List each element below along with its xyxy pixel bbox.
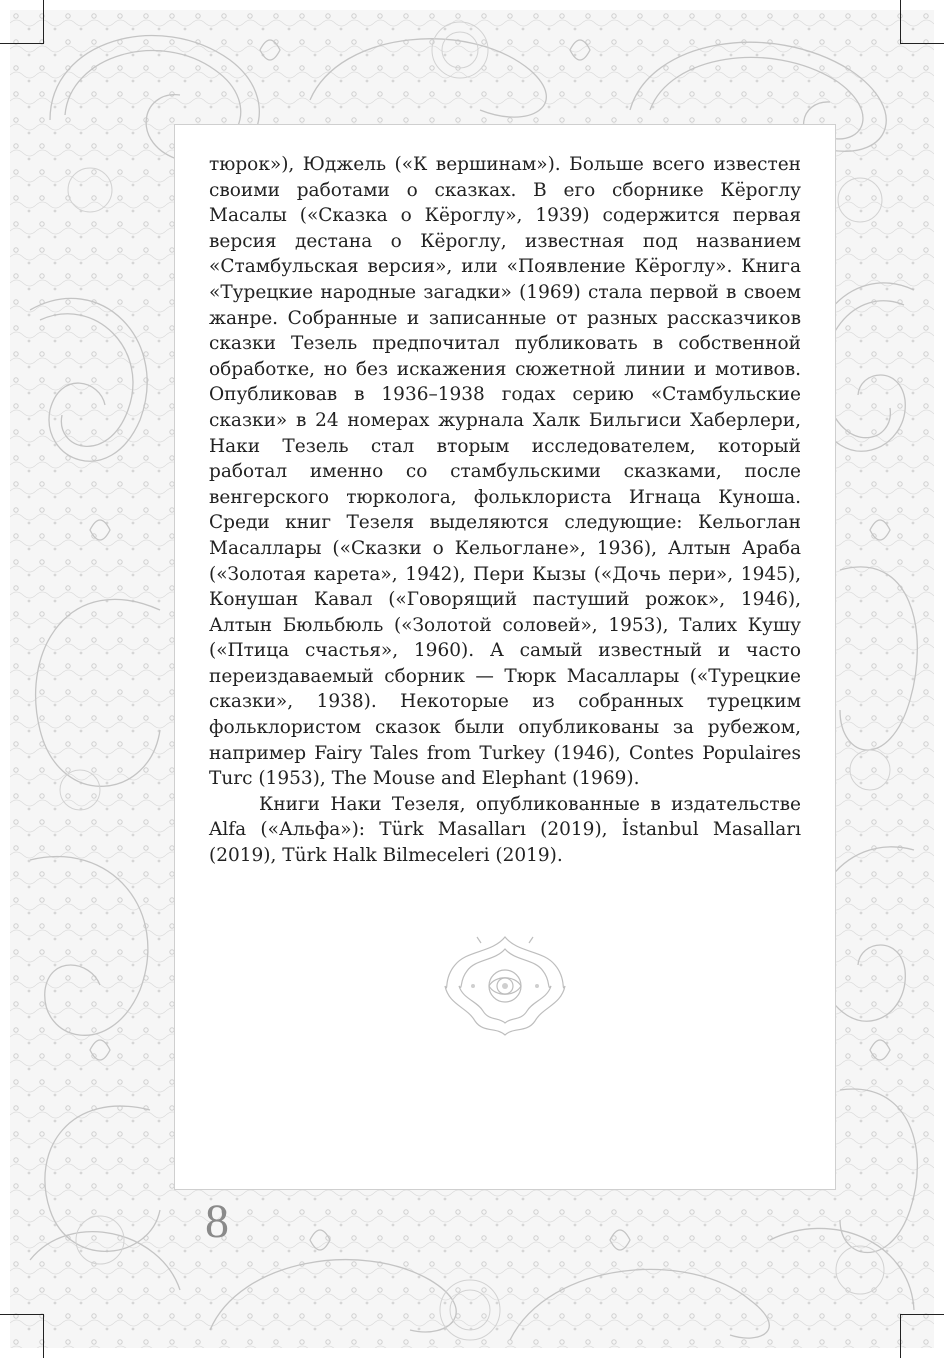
ornament-vignette-icon bbox=[443, 935, 567, 1037]
paragraph: Книги Наки Тезеля, опубликованные в издательстве Alfa («Альфа»): Türk Masalları (2019), İstanbul Masalları (2019), Türk Halk Bilmeceleri (2019). bbox=[209, 793, 801, 867]
page-number: 8 bbox=[205, 1195, 229, 1248]
crop-mark-top-left-h bbox=[0, 43, 44, 44]
paragraph: тюрок»), Юджель («К вершинам»). Больше всего известен своими работами о сказках. В его сборнике Кёроглу Масалы («Сказка о Кёроглу», 1939) содержится первая версия дестана о Кёроглу, известная под названием «Стамбульская версия», или «Появление Кёроглу». Книга «Турецкие народные загадки» (1969) стала первой в своем жанре. Собранные и записанные от разных рассказчиков сказки Тезель предпочитал публиковать в собственной обработке, но без искажения сюжетной линии и мотивов. Опубликовав в 1936–1938 годах серию «Стамбульские сказки» в 24 номерах журнала Халк Бильгиси Хаберлери, Наки Тезель стал вторым исследователем, который работал именно со стамбульскими сказками, после венгерского тюрколога, фольклориста Игнаца Куноша. Среди книг Тезеля выделяются следующие: Кельоглан Масаллары («Сказки о Кельоглане», 1936), Алтын Араба («Золотая карета», 1942), Пери Кызы («Дочь пери», 1945), Конушан Кавал («Говорящий пастуший рожок», 1946), Алтын Бюльбюль («Золотой соловей», 1953), Талих Кушу («Птица счастья», 1960). А самый известный и часто переиздаваемый сборник — Тюрк Масаллары («Турецкие сказки», 1938). Некоторые из собранных турецким фольклористом сказок были опубликованы за рубежом, например Fairy Tales from Turkey (1946), Contes Populaires Turc (1953), The Mouse and Elephant (1969). bbox=[209, 154, 801, 790]
crop-mark-top-left-v bbox=[43, 0, 44, 44]
body-text bbox=[209, 152, 801, 869]
crop-mark-top-right-v bbox=[900, 0, 901, 44]
crop-mark-bottom-left-h bbox=[0, 1314, 44, 1315]
crop-mark-bottom-left-v bbox=[43, 1314, 44, 1358]
crop-mark-top-right-h bbox=[900, 43, 944, 44]
crop-mark-bottom-right-h bbox=[900, 1314, 944, 1315]
crop-mark-bottom-right-v bbox=[900, 1314, 901, 1358]
